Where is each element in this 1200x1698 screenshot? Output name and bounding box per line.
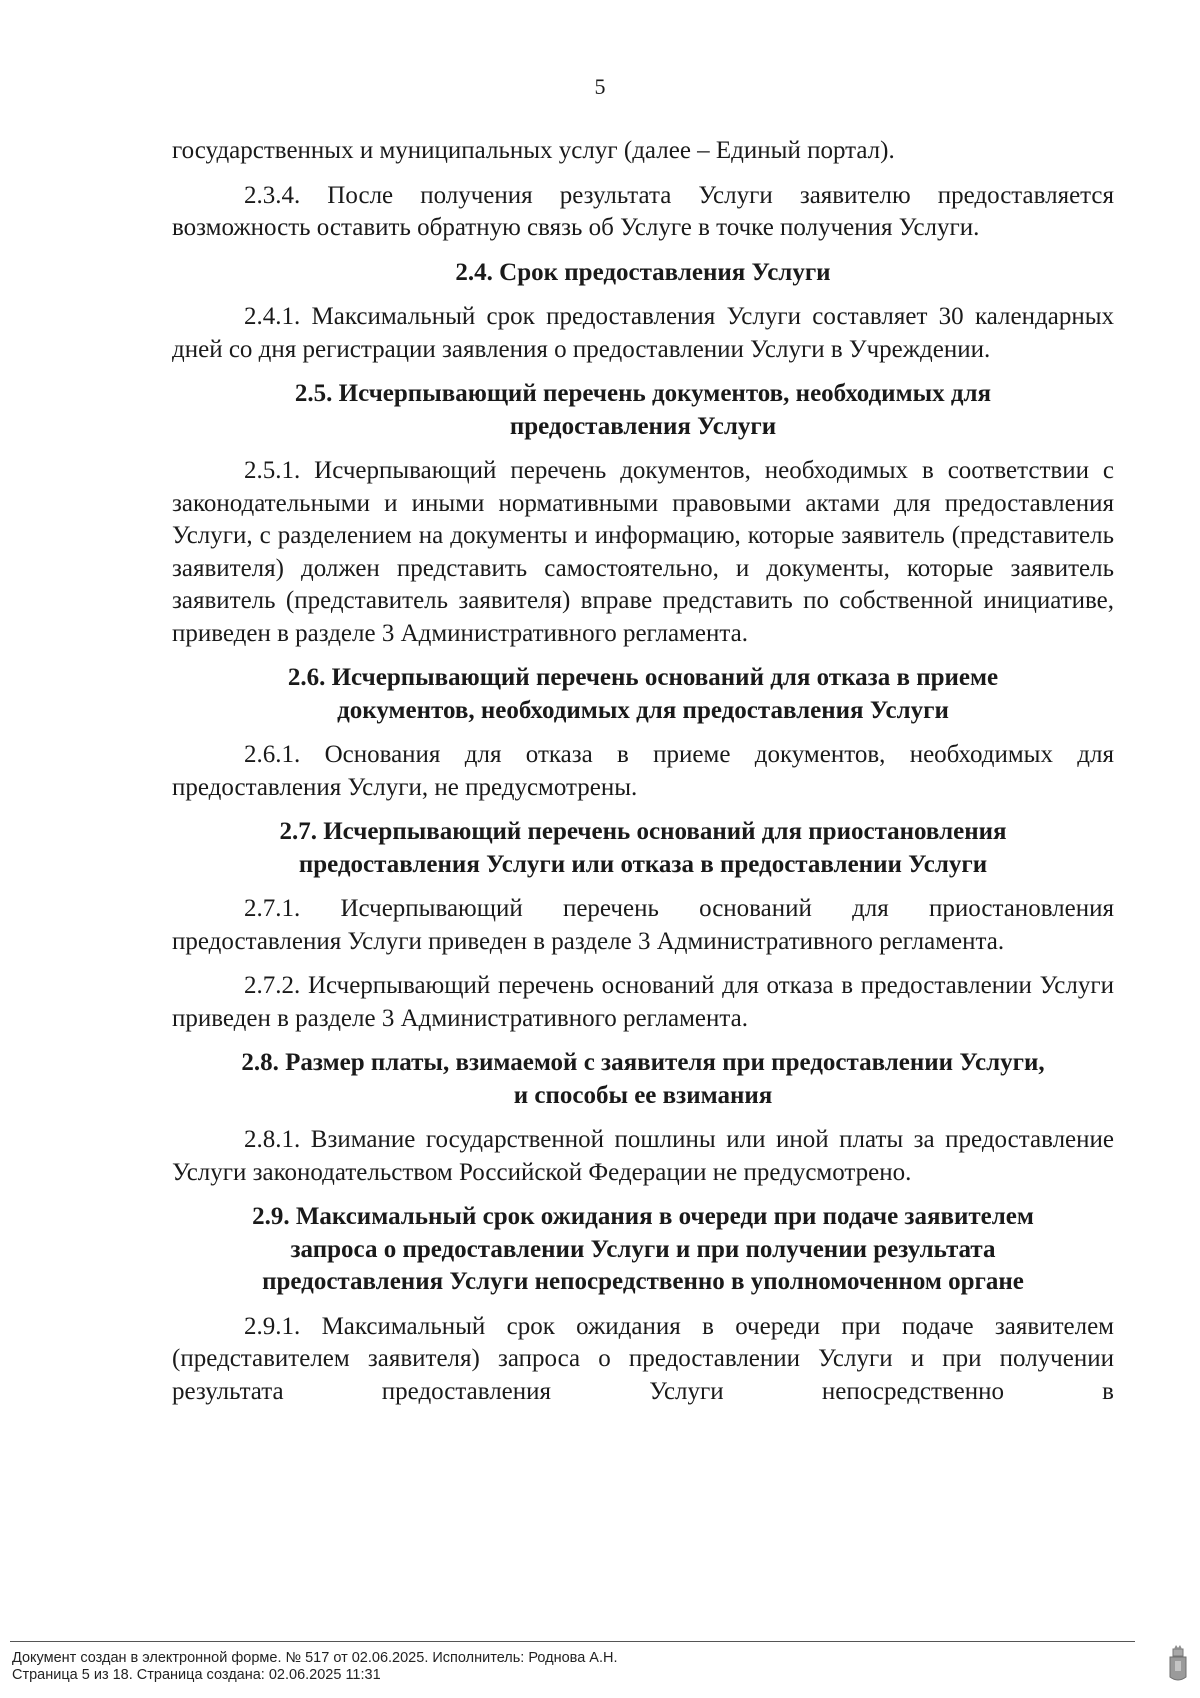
section-heading (172, 816, 1114, 881)
paragraph: 2.8.1. Взимание государственной пошлины или иной платы за предоставление Услуги законодательством Российской Федерации не предусмотрено. (172, 1126, 1114, 1186)
section-heading (172, 1201, 1114, 1299)
section-heading-line: 2.5. Исчерпывающий перечень документов, необходимых для (294, 380, 992, 407)
paragraph: 2.6.1. Основания для отказа в приеме документов, необходимых для предоставления Услуги, не предусмотрены. (172, 741, 1114, 801)
section-heading-line: 2.8. Размер платы, взимаемой с заявителя при предоставлении Услуги, (241, 1049, 1045, 1076)
paragraph: государственных и муниципальных услуг (далее – Единый портал). (172, 137, 895, 164)
section-heading (172, 1047, 1114, 1112)
section-heading-line: 2.6. Исчерпывающий перечень оснований для отказа в приеме (287, 664, 999, 691)
footer-line-1: Документ создан в электронной форме. № 517 от 02.06.2025. Исполнитель: Роднова А.Н. (12, 1650, 618, 1666)
section-heading-line: предоставления Услуги или отказа в предоставлении Услуги (298, 850, 988, 878)
paragraph: 2.5.1. Исчерпывающий перечень документов, необходимых в соответствии с законодательными и иными нормативными правовыми актами для предоставления Услуги, с разделением на документы и информацию, которые заявитель (представитель заявителя) должен представить самостоятельно, и документы, которые заявитель заявитель (представитель заявителя) вправе представить по собственной инициативе, приведен в разделе 3 Административного регламента. (172, 457, 1114, 647)
section-heading-line: 2.4. Срок предоставления Услуги (455, 258, 831, 286)
document-body (172, 135, 1114, 1420)
section-heading-line: и способы ее взимания (513, 1081, 773, 1109)
document-footer (0, 1641, 1200, 1698)
section-heading-line: предоставления Услуги непосредственно в уполномоченном органе (262, 1268, 1024, 1295)
section-heading-line: 2.9. Максимальный срок ожидания в очереди при подаче заявителем (252, 1203, 1034, 1230)
section-heading-line: 2.7. Исчерпывающий перечень оснований для приостановления (279, 818, 1007, 845)
section-heading (172, 257, 1114, 290)
paragraph: 2.3.4. После получения результата Услуги заявителю предоставляется возможность оставить обратную связь об Услуге в точке получения Услуги. (172, 181, 1114, 241)
section-heading-line: предоставления Услуги (509, 412, 777, 440)
paragraph: 2.7.1. Исчерпывающий перечень оснований для приостановления предоставления Услуги приведен в разделе 3 Административного регламента. (172, 895, 1114, 955)
coat-of-arms-icon (1166, 1643, 1190, 1685)
section-heading-line: запроса о предоставлении Услуги и при получении результата (290, 1235, 996, 1263)
footer-text (12, 1650, 618, 1684)
page-number: 5 (594, 74, 606, 99)
footer-divider (10, 1641, 1135, 1642)
paragraph: 2.9.1. Максимальный срок ожидания в очереди при подаче заявителем (представителем заявителя) запроса о предоставлении Услуги и при получении результата предоставления Услуги непосредственно в (172, 1312, 1114, 1405)
section-heading-line: документов, необходимых для предоставления Услуги (337, 696, 949, 724)
paragraph: 2.4.1. Максимальный срок предоставления Услуги составляет 30 календарных дней со дня регистрации заявления о предоставлении Услуги в Учреждении. (172, 303, 1114, 363)
paragraph: 2.7.2. Исчерпывающий перечень оснований для отказа в предоставлении Услуги приведен в разделе 3 Административного регламента. (172, 972, 1114, 1032)
footer-line-2: Страница 5 из 18. Страница создана: 02.06.2025 11:31 (12, 1667, 381, 1683)
section-heading (172, 662, 1114, 727)
section-heading (172, 378, 1114, 443)
